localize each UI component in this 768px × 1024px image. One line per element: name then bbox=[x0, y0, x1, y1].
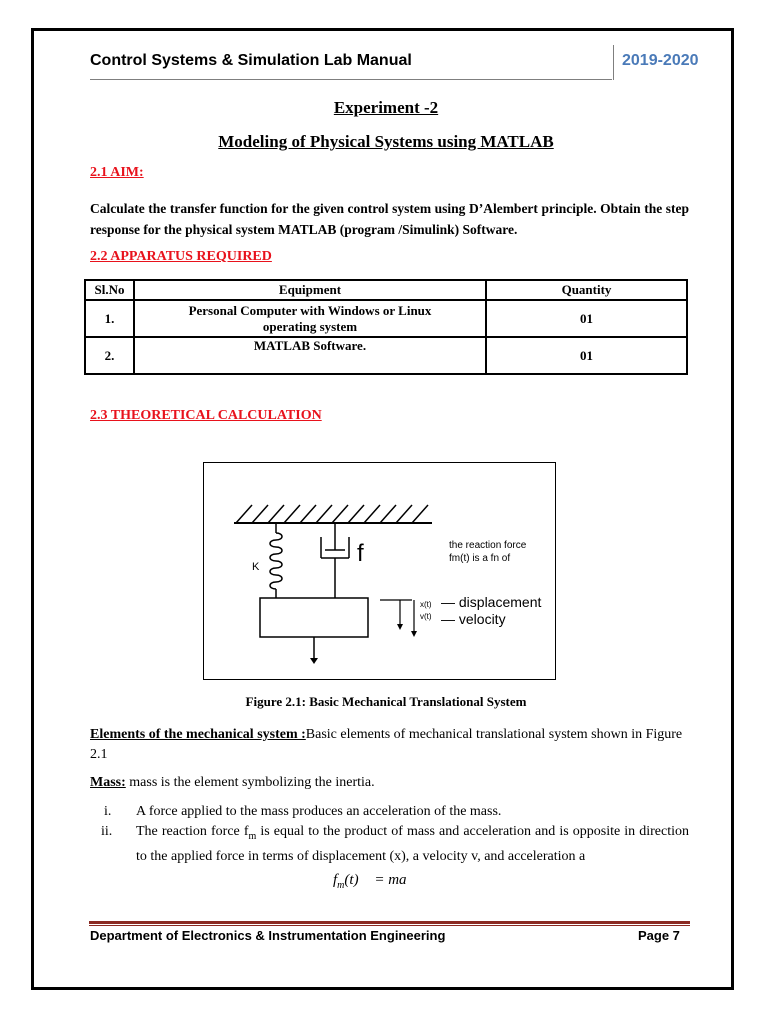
spring-element bbox=[270, 523, 282, 598]
equation-subscript: m bbox=[337, 880, 345, 891]
displacement-arrow-head bbox=[397, 624, 403, 630]
equation-rhs: = ma bbox=[374, 872, 407, 888]
academic-year: 2019-2020 bbox=[622, 52, 699, 69]
equation-argument: (t) bbox=[344, 872, 359, 888]
spring-constant-label: K bbox=[252, 561, 260, 573]
col-header-slno: Sl.No bbox=[85, 280, 134, 300]
cell-equipment: MATLAB Software. bbox=[134, 337, 486, 374]
support-hatching bbox=[236, 505, 428, 523]
table-row bbox=[85, 300, 687, 337]
experiment-number: Experiment -2 bbox=[333, 98, 439, 117]
footer-rule-thin bbox=[89, 925, 690, 926]
velocity-arrow-head bbox=[411, 631, 417, 637]
force-arrow-head bbox=[310, 658, 318, 664]
department-name: Department of Electronics & Instrumentation Engineering bbox=[90, 928, 446, 943]
velocity-label: — velocity bbox=[441, 611, 506, 627]
cell-slno: 1. bbox=[85, 300, 134, 337]
experiment-topic: Modeling of Physical Systems using MATLAB bbox=[218, 132, 554, 151]
theory-heading: 2.3 THEORETICAL CALCULATION bbox=[90, 408, 322, 423]
displacement-label: — displacement bbox=[441, 594, 542, 610]
list-item-number: i. bbox=[104, 804, 112, 819]
mass-block bbox=[260, 598, 368, 637]
cell-quantity: 01 bbox=[486, 337, 687, 374]
mechanical-system-figure bbox=[203, 462, 556, 680]
reaction-note-line1: the reaction force bbox=[449, 540, 527, 551]
list-item-text-part: The reaction force f bbox=[136, 824, 249, 839]
mass-paragraph bbox=[90, 773, 689, 793]
header-divider bbox=[613, 45, 614, 80]
list-item-number: ii. bbox=[101, 824, 113, 839]
figure-caption: Figure 2.1: Basic Mechanical Translational System bbox=[245, 694, 527, 709]
elements-label: Elements of the mechanical system : bbox=[90, 727, 306, 742]
aim-text: Calculate the transfer function for the given control system using D’Alembert principle. Obtain the step response for the physical system MATLAB (program /Simulink) Software. bbox=[90, 201, 689, 237]
cell-slno: 2. bbox=[85, 337, 134, 374]
aim-heading: 2.1 AIM: bbox=[90, 165, 144, 180]
mass-spring-damper-diagram bbox=[204, 463, 555, 679]
force-equation bbox=[333, 872, 407, 891]
apparatus-table bbox=[84, 279, 688, 375]
col-header-equipment: Equipment bbox=[134, 280, 486, 300]
equation-lhs: f bbox=[333, 872, 338, 888]
cell-equipment: Personal Computer with Windows or Linux operating system bbox=[134, 300, 486, 337]
manual-title: Control Systems & Simulation Lab Manual bbox=[90, 52, 412, 69]
apparatus-heading: 2.2 APPARATUS REQUIRED bbox=[90, 249, 272, 264]
reaction-note-line2: fm(t) is a fn of bbox=[449, 553, 511, 564]
xt-label: x(t) bbox=[420, 600, 432, 609]
mass-text: mass is the element symbolizing the inertia. bbox=[125, 775, 375, 790]
friction-label: f bbox=[357, 540, 364, 567]
col-header-quantity: Quantity bbox=[486, 280, 687, 300]
mass-label: Mass: bbox=[90, 775, 126, 790]
elements-text: Basic elements of mechanical translational system shown in Figure 2.1 bbox=[90, 727, 683, 762]
table-header-row bbox=[85, 280, 687, 300]
damper-element bbox=[321, 523, 349, 598]
list-item: A force applied to the mass produces an acceleration of the mass. bbox=[136, 804, 502, 819]
vt-label: v(t) bbox=[420, 612, 432, 621]
table-row bbox=[85, 337, 687, 374]
list-item-text-part: is equal to the product of mass and acceleration and is opposite in direction to the applied force in terms of displacement (x), a velocity v, and acceleration a bbox=[136, 824, 690, 864]
list-item bbox=[136, 822, 689, 867]
cell-quantity: 01 bbox=[486, 300, 687, 337]
header-rule bbox=[90, 79, 612, 80]
footer-rule-thick bbox=[89, 921, 690, 924]
page-number: Page 7 bbox=[638, 928, 680, 943]
elements-paragraph bbox=[90, 725, 689, 765]
subscript: m bbox=[248, 830, 257, 842]
